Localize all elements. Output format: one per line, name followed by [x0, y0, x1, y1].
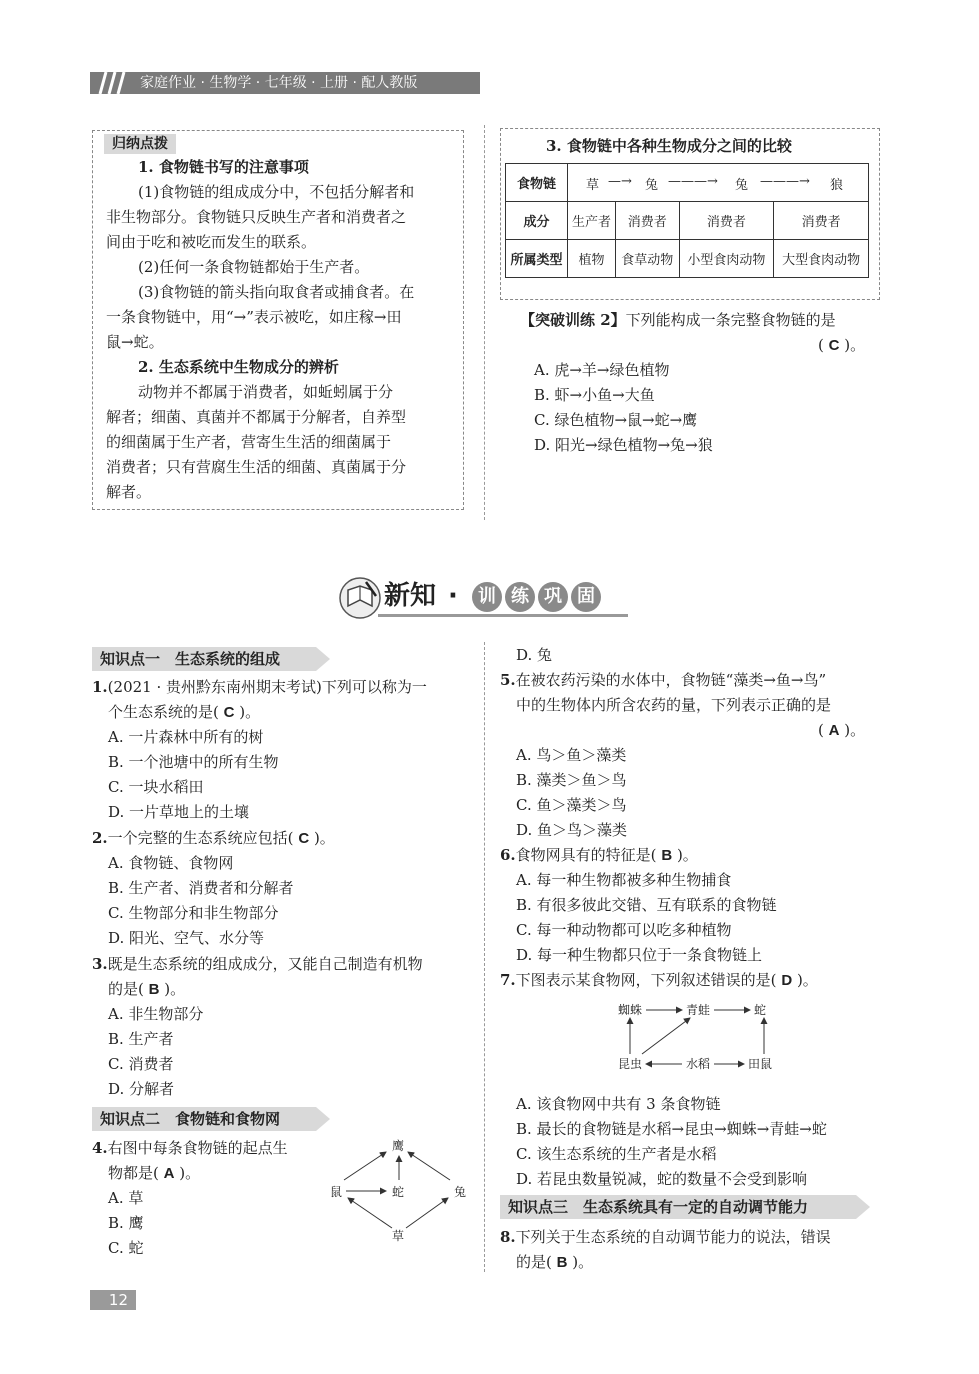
- guide-text: (1)食物链的组成成分中，不包括分解者和: [138, 183, 415, 201]
- option: B. 鹰: [108, 1214, 144, 1232]
- question-6: [500, 843, 698, 868]
- row-label: 成分: [506, 202, 568, 240]
- food-web-diagram-q7: [612, 998, 782, 1074]
- table-cell: 生产者: [568, 202, 616, 240]
- guide-tag: 归纳点拨: [104, 134, 176, 154]
- compare-table: [505, 163, 869, 278]
- row-label: 食物链: [506, 164, 568, 202]
- node-label: 鹰: [392, 1139, 405, 1153]
- option: C. 每一种动物都可以吃多种植物: [516, 921, 732, 939]
- option: D. 阳光→绿色植物→兔→狼: [534, 436, 713, 454]
- answer-mark: C: [223, 704, 235, 721]
- question-text: 既是生态系统的组成成分，又能自己制造有机物: [107, 955, 423, 973]
- compare-title: 3. 食物链中各种生物成分之间的比较: [546, 137, 792, 155]
- question-text: 一个完整的生态系统应包括(: [107, 829, 294, 847]
- table-row: [506, 164, 869, 202]
- answer-mark: C: [298, 830, 310, 847]
- option: C. 绿色植物→鼠→蛇→鹰: [534, 411, 698, 429]
- answer-mark: C: [828, 337, 840, 354]
- banner-underline: [378, 614, 628, 617]
- table-row: [506, 202, 869, 240]
- guide-text: 解者；细菌、真菌并不都属于分解者，自养型: [106, 408, 407, 426]
- table-cell: 植物: [568, 240, 616, 278]
- option: B. 有很多彼此交错、互有联系的食物链: [516, 896, 777, 914]
- paren-close: )。: [676, 846, 698, 864]
- arrow-icon: —→: [608, 174, 632, 189]
- breakthrough-stem: 下列能构成一条完整食物链的是: [625, 311, 836, 329]
- option: C. 一块水稻田: [108, 778, 204, 796]
- question-3: [92, 952, 423, 977]
- question-text: 下图表示某食物网，下列叙述错误的是(: [515, 971, 777, 989]
- node-label: 青蛙: [686, 1003, 711, 1017]
- node-label: 昆虫: [618, 1057, 643, 1071]
- guide-text: 消费者；只有营腐生生活的细菌、真菌属于分: [106, 458, 407, 476]
- question-text: 物都是(: [108, 1164, 159, 1182]
- chain-node: 兔: [645, 178, 659, 193]
- chain-node: 狼: [830, 178, 844, 193]
- banner-char: 固: [571, 582, 601, 612]
- question-2: [92, 826, 335, 851]
- node-label: 草: [392, 1229, 405, 1243]
- guide-heading-1: 1. 食物链书写的注意事项: [138, 158, 309, 176]
- chain-node: 草: [586, 178, 600, 193]
- page-number: 12: [90, 1290, 136, 1310]
- option: D. 鱼＞鸟＞藻类: [516, 821, 628, 839]
- option: D. 若昆虫数量锐减，蛇的数量不会受到影响: [516, 1170, 808, 1188]
- question-text: 的是(: [516, 1253, 552, 1271]
- header-title: 家庭作业 · 生物学 · 七年级 · 上册 · 配人教版: [140, 75, 418, 91]
- guide-heading-2: 2. 生态系统中生物成分的辨析: [138, 358, 339, 376]
- banner-char: 练: [505, 582, 535, 612]
- paren-close: )。: [179, 1164, 201, 1182]
- food-web-diagram-q4: [326, 1136, 470, 1246]
- arrow-icon: ———→: [668, 174, 718, 189]
- answer-mark: B: [556, 1254, 568, 1271]
- book-pen-icon: [338, 576, 382, 620]
- option: C. 蛇: [108, 1239, 144, 1257]
- option: A. 虎→羊→绿色植物: [534, 361, 670, 379]
- option: A. 每一种生物都被多种生物捕食: [516, 871, 732, 889]
- paren-close: )。: [844, 721, 866, 739]
- node-label: 蛇: [754, 1003, 767, 1017]
- section-banner: [338, 574, 638, 624]
- option: A. 该食物网中共有 3 条食物链: [516, 1095, 721, 1113]
- breakthrough-label: 【突破训练 2】: [520, 311, 626, 329]
- banner-left: 新知: [384, 581, 437, 611]
- question-text: 的是(: [108, 980, 144, 998]
- table-cell: 食草动物: [615, 240, 679, 278]
- table-cell: 小型食肉动物: [679, 240, 774, 278]
- option: A. 非生物部分: [108, 1005, 204, 1023]
- breakthrough-answer: [818, 333, 865, 358]
- arrow-icon: ———→: [760, 174, 810, 189]
- option: D. 阳光、空气、水分等: [108, 929, 265, 947]
- option: C. 消费者: [108, 1055, 174, 1073]
- question-5-line2: 中的生物体内所含农药的量，下列表示正确的是: [516, 696, 832, 714]
- column-divider: [484, 125, 485, 520]
- answer-mark: A: [828, 722, 840, 739]
- table-cell: 消费者: [679, 202, 774, 240]
- guide-text: 动物并不都属于消费者，如蚯蚓属于分: [138, 383, 394, 401]
- paren-open: (: [818, 721, 824, 739]
- answer-mark: B: [661, 847, 673, 864]
- option: C. 生物部分和非生物部分: [108, 904, 279, 922]
- guide-text: 解者。: [106, 483, 152, 501]
- question-1-line2: [108, 700, 260, 725]
- chain-node: 兔: [735, 178, 749, 193]
- table-cell: 消费者: [615, 202, 679, 240]
- banner-dot: ·: [448, 581, 458, 611]
- chain-cell: [568, 164, 869, 202]
- question-number: 6.: [500, 846, 516, 864]
- answer-mark: B: [148, 981, 160, 998]
- option: B. 生产者: [108, 1030, 174, 1048]
- guide-text: 一条食物链中，用“→”表示被吃，如庄稼→田: [106, 308, 402, 326]
- section-header: 知识点一 生态系统的组成: [92, 647, 316, 671]
- option: B. 藻类＞鱼＞鸟: [516, 771, 627, 789]
- table-cell: 大型食肉动物: [774, 240, 869, 278]
- section-header: 知识点三 生态系统具有一定的自动调节能力: [500, 1195, 856, 1219]
- breakthrough-question: [520, 308, 836, 333]
- option: D. 分解者: [108, 1080, 175, 1098]
- question-text: 在被农药污染的水体中，食物链“藻类→鱼→鸟”: [515, 671, 827, 689]
- node-label: 水稻: [686, 1057, 711, 1071]
- option: C. 鱼＞藻类＞鸟: [516, 796, 627, 814]
- option: B. 最长的食物链是水稻→昆虫→蜘蛛→青蛙→蛇: [516, 1120, 827, 1138]
- answer-mark: D: [781, 972, 793, 989]
- paren-close: )。: [844, 336, 866, 354]
- paren-close: )。: [572, 1253, 594, 1271]
- node-label: 蛇: [392, 1185, 405, 1199]
- option: D. 每一种生物都只位于一条食物链上: [516, 946, 763, 964]
- guide-text: 非生物部分。食物链只反映生产者和消费者之: [106, 208, 407, 226]
- option: B. 生产者、消费者和分解者: [108, 879, 294, 897]
- question-4-line2: [108, 1161, 200, 1186]
- question-number: 7.: [500, 971, 516, 989]
- option: D. 兔: [516, 646, 553, 664]
- table-cell: 消费者: [774, 202, 869, 240]
- question-number: 3.: [92, 955, 108, 973]
- guide-text: 间由于吃和被吃而发生的联系。: [106, 233, 317, 251]
- answer-mark: A: [163, 1165, 175, 1182]
- node-label: 蜘蛛: [618, 1003, 643, 1017]
- option: A. 草: [108, 1189, 144, 1207]
- question-5: [500, 668, 826, 693]
- question-number: 5.: [500, 671, 516, 689]
- question-3-line2: [108, 977, 185, 1002]
- node-label: 田鼠: [748, 1057, 773, 1071]
- question-text: 下列关于生态系统的自动调节能力的说法，错误: [515, 1228, 831, 1246]
- row-label: 所属类型: [506, 240, 568, 278]
- question-text: 食物网具有的特征是(: [515, 846, 657, 864]
- paren-close: )。: [796, 971, 818, 989]
- node-label: 鼠: [330, 1185, 343, 1199]
- question-1: [92, 675, 427, 700]
- question-8-line2: [516, 1250, 593, 1275]
- option: A. 鸟＞鱼＞藻类: [516, 746, 627, 764]
- question-8: [500, 1225, 831, 1250]
- option: A. 一片森林中所有的树: [108, 728, 264, 746]
- paren-open: (: [818, 336, 824, 354]
- header-stripes: [92, 72, 132, 94]
- question-text: (2021 · 贵州黔东南州期末考试)下列可以称为一: [107, 678, 427, 696]
- option: B. 虾→小鱼→大鱼: [534, 386, 655, 404]
- question-text: 右图中每条食物链的起点生: [107, 1139, 288, 1157]
- paren-close: )。: [313, 829, 335, 847]
- question-7: [500, 968, 818, 993]
- banner-char: 巩: [538, 582, 568, 612]
- option: B. 一个池塘中的所有生物: [108, 753, 279, 771]
- option: D. 一片草地上的土壤: [108, 803, 250, 821]
- node-label: 兔: [454, 1185, 467, 1199]
- option: C. 该生态系统的生产者是水稻: [516, 1145, 717, 1163]
- question-number: 2.: [92, 829, 108, 847]
- column-divider: [484, 642, 485, 1272]
- question-number: 4.: [92, 1139, 108, 1157]
- guide-text: (3)食物链的箭头指向取食者或捕食者。在: [138, 283, 415, 301]
- guide-text: 的细菌属于生产者，营寄生生活的细菌属于: [106, 433, 392, 451]
- section-header: 知识点二 食物链和食物网: [92, 1107, 316, 1131]
- table-row: [506, 240, 869, 278]
- guide-text: 鼠→蛇。: [106, 333, 164, 351]
- banner-char: 训: [472, 582, 502, 612]
- paren-close: )。: [239, 703, 261, 721]
- guide-text: (2)任何一条食物链都始于生产者。: [138, 258, 370, 276]
- question-5-answer: [818, 718, 865, 743]
- option: A. 食物链、食物网: [108, 854, 234, 872]
- question-number: 8.: [500, 1228, 516, 1246]
- question-4: [92, 1136, 288, 1161]
- paren-close: )。: [164, 980, 186, 998]
- question-text: 个生态系统的是(: [108, 703, 219, 721]
- question-number: 1.: [92, 678, 108, 696]
